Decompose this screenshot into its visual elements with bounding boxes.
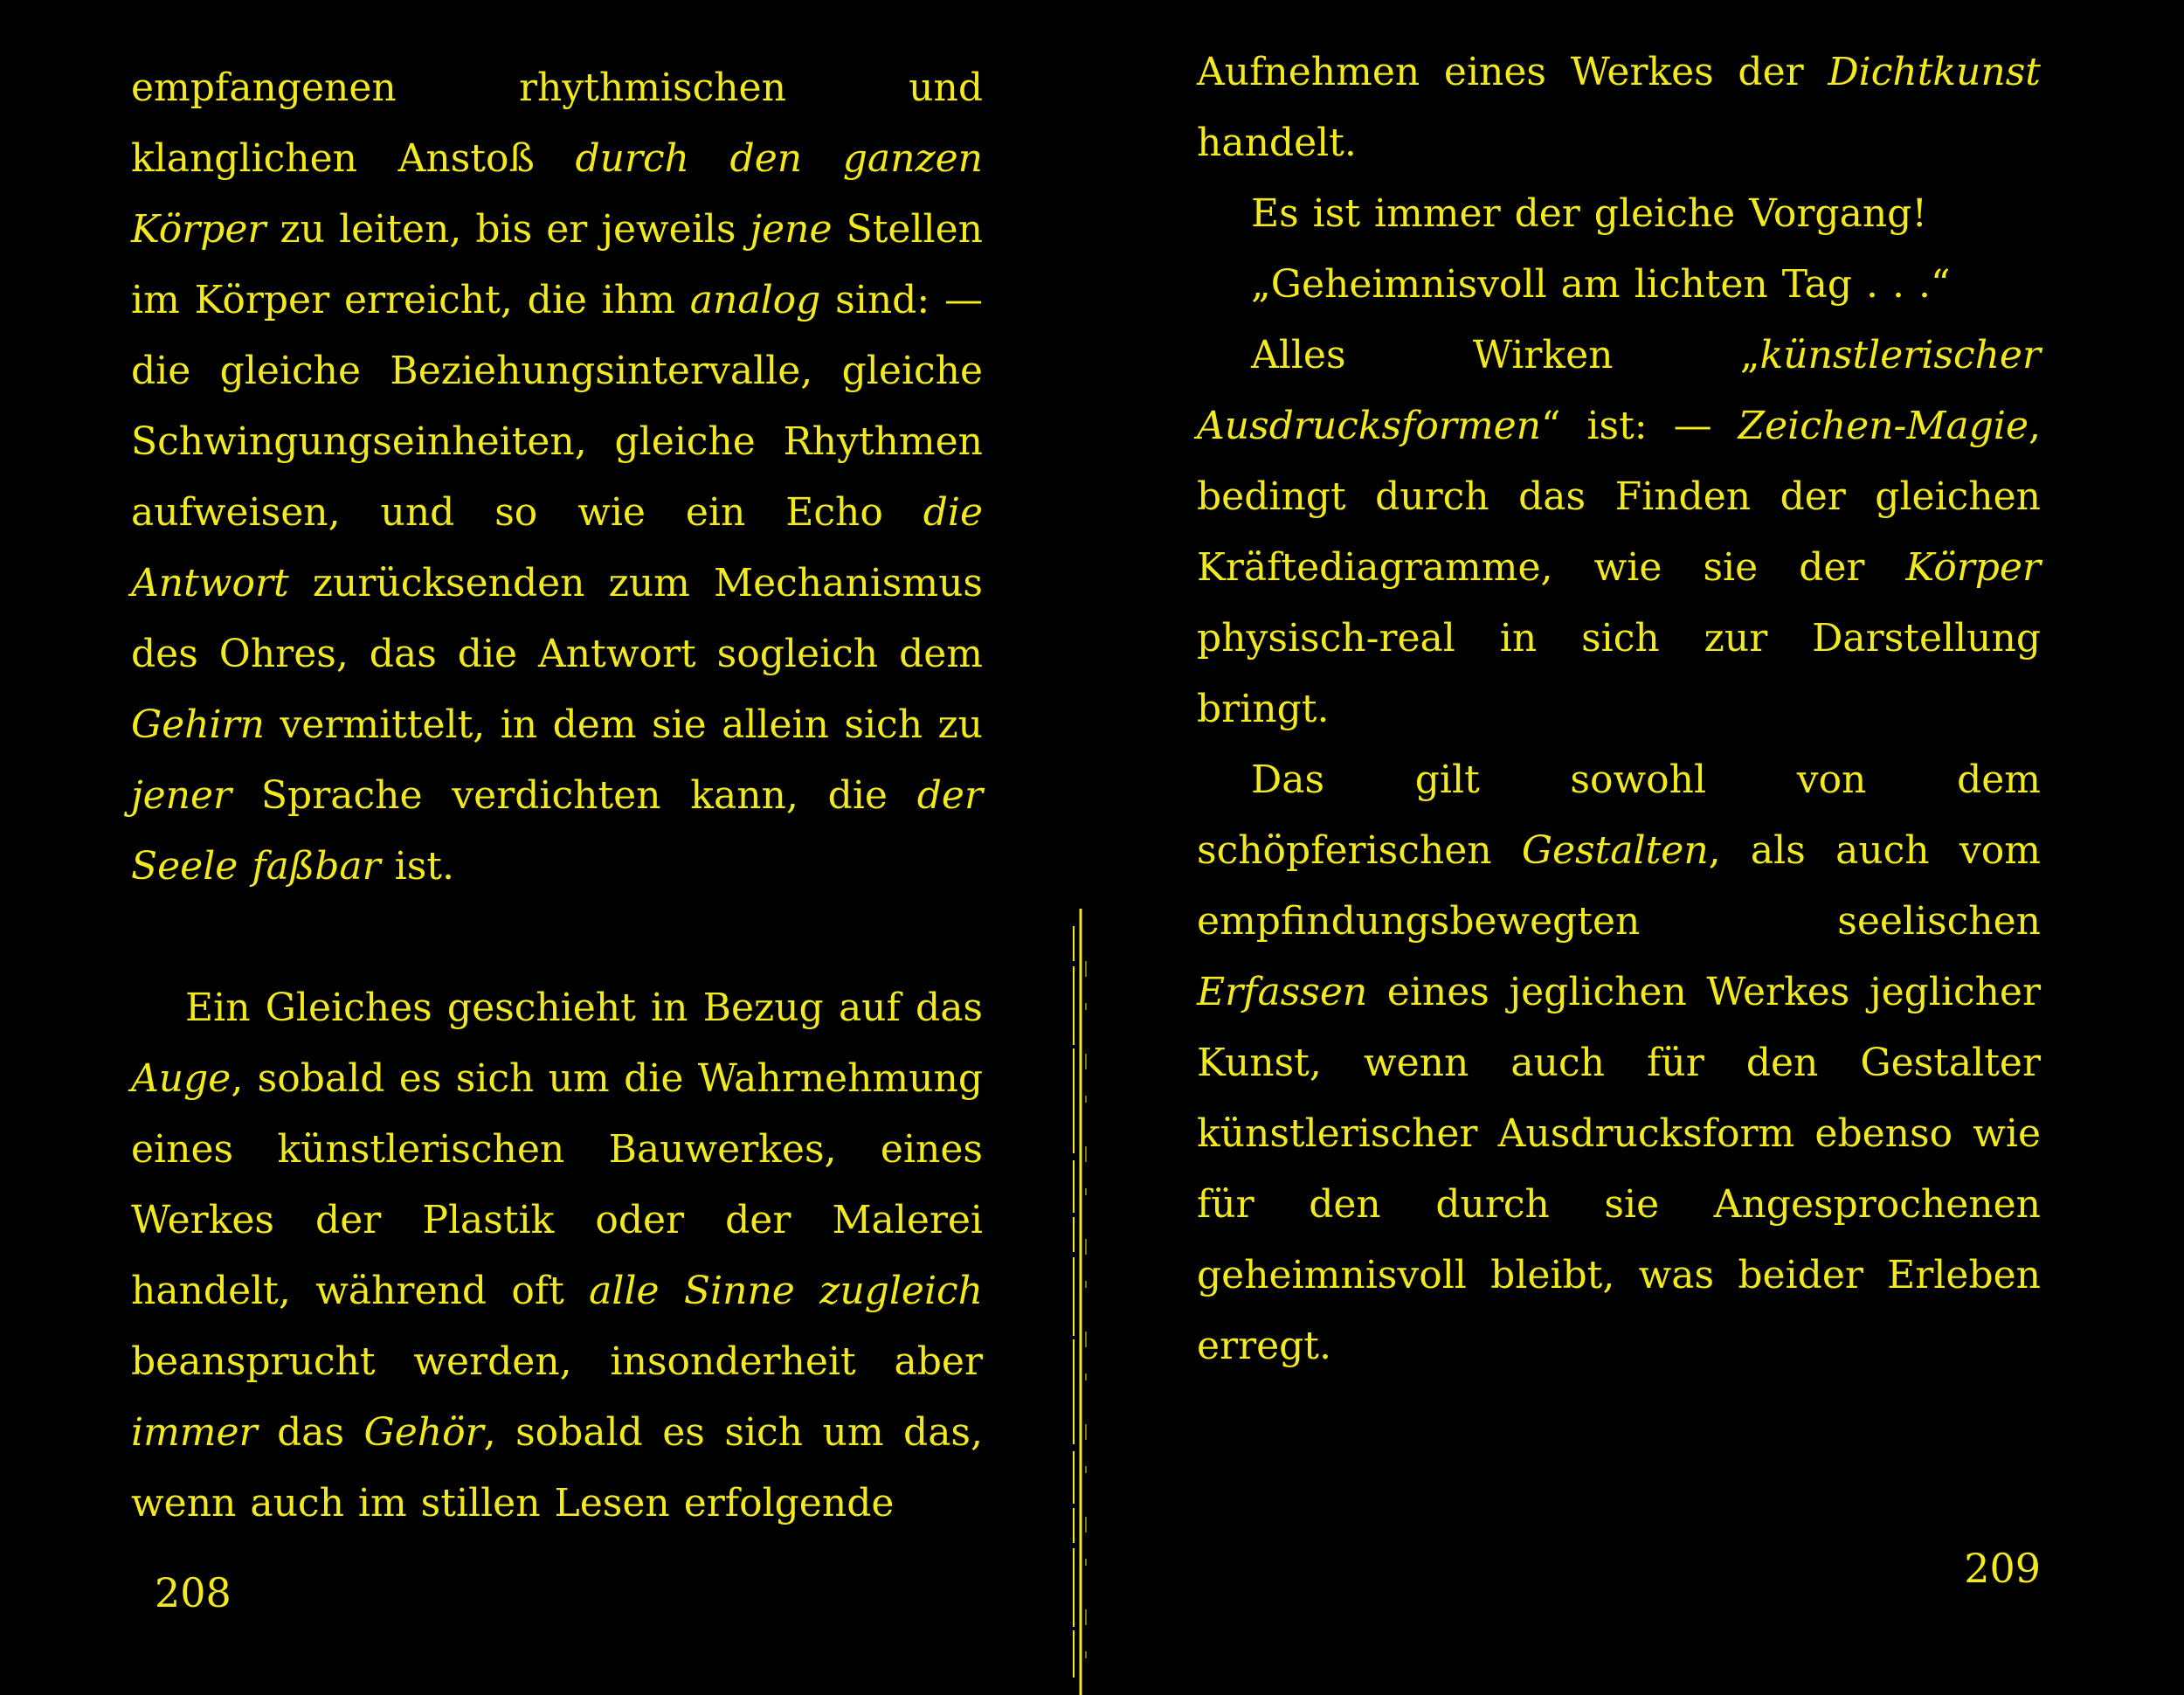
text-segment: , sobald es sich um das, wenn auch im stillen Lesen erfolgende	[131, 1410, 984, 1526]
emphasized-text: Gehör	[363, 1410, 484, 1455]
text-segment: sind: — die gleiche Beziehungsintervalle, gleiche Schwingungseinheiten, gleiche Rhythmen aufweisen, und so wie ein Echo	[131, 278, 984, 535]
emphasized-text: Gehirn	[131, 702, 265, 747]
emphasized-text: Körper	[1905, 545, 2041, 590]
emphasized-text: jener	[131, 773, 232, 818]
emphasized-text: jene	[750, 207, 833, 252]
paragraph	[1197, 178, 2041, 249]
right-page-text	[1197, 0, 2041, 1381]
text-segment: zu leiten, bis er jeweils	[266, 207, 750, 252]
text-segment: Es ist immer der gleiche Vorgang!	[1251, 191, 1928, 236]
text-segment: vermittelt, in dem sie allein sich zu	[264, 702, 983, 747]
text-segment: , als auch vom empfindungsbewegten seelischen	[1197, 828, 2041, 944]
right-page	[1197, 0, 2041, 1695]
paragraph	[1197, 320, 2041, 744]
text-segment: empfangenen rhythmischen und klanglichen Anstoß	[131, 66, 983, 181]
text-segment: , bedingt durch das Finden der gleichen Kräftediagramme, wie sie der	[1197, 404, 2041, 590]
emphasized-text: Zeichen-Magie	[1738, 404, 2028, 448]
page-number-left: 208	[155, 1569, 232, 1616]
emphasized-text: Erfassen	[1197, 970, 1368, 1014]
paragraph	[1197, 744, 2041, 1381]
text-segment: , sobald es sich um die Wahrnehmung eines künstlerischen Bauwerkes, eines Werkes der Plastik oder der Malerei handelt, während oft	[131, 1056, 983, 1313]
emphasized-text: Auge	[131, 1056, 232, 1101]
text-segment: Stellen im Körper erreicht, die ihm	[131, 207, 983, 322]
emphasized-text: immer	[131, 1410, 258, 1455]
emphasized-text: die Antwort	[131, 490, 983, 605]
text-segment: Ein Gleiches geschieht in Bezug auf das	[185, 986, 983, 1030]
paragraph	[131, 972, 983, 1539]
emphasized-text: der Seele faßbar	[131, 773, 983, 889]
text-segment: ist.	[380, 844, 454, 889]
text-segment: zurücksenden zum Mechanismus des Ohres, das die Antwort sogleich dem	[131, 561, 983, 676]
emphasized-text: alle Sinne zugleich	[589, 1269, 984, 1313]
book-gutter-line	[1061, 909, 1093, 1695]
paragraph	[131, 52, 983, 902]
emphasized-text: künstlerischer Ausdrucksformen	[1197, 333, 2041, 448]
emphasized-text: Gestalten	[1521, 828, 1709, 873]
text-segment: Alles Wirken „	[1251, 333, 1760, 377]
text-segment: beansprucht werden, insonderheit aber	[131, 1339, 983, 1384]
text-segment: das	[257, 1410, 364, 1455]
emphasized-text: Dichtkunst	[1828, 50, 2041, 94]
left-page	[131, 0, 983, 1695]
text-segment: eines jeglichen Werkes jeglicher Kunst, wenn auch für den Gestalter künstlerischer Ausdrucksform ebenso wie für den durch sie Angesprochenen geheimnisvoll bleibt, was beider Erleben erregt.	[1197, 970, 2041, 1368]
text-segment: “ ist: —	[1541, 404, 1738, 448]
paragraph	[1197, 249, 2041, 320]
paragraph	[1197, 37, 2041, 178]
text-segment: Sprache verdichten kann, die	[232, 773, 917, 818]
page-number-right: 209	[1964, 1545, 2041, 1592]
emphasized-text: analog	[689, 278, 821, 322]
text-segment: „Geheimnisvoll am lichten Tag . . .“	[1251, 262, 1951, 307]
left-page-text	[131, 0, 983, 1539]
text-segment: physisch-real in sich zur Darstellung bringt.	[1197, 616, 2041, 731]
text-segment: Das gilt sowohl von dem schöpferischen	[1197, 758, 2041, 873]
text-segment: handelt.	[1197, 121, 1357, 165]
text-segment: Aufnehmen eines Werkes der	[1197, 50, 1828, 94]
emphasized-text: durch den ganzen Körper	[131, 136, 983, 252]
